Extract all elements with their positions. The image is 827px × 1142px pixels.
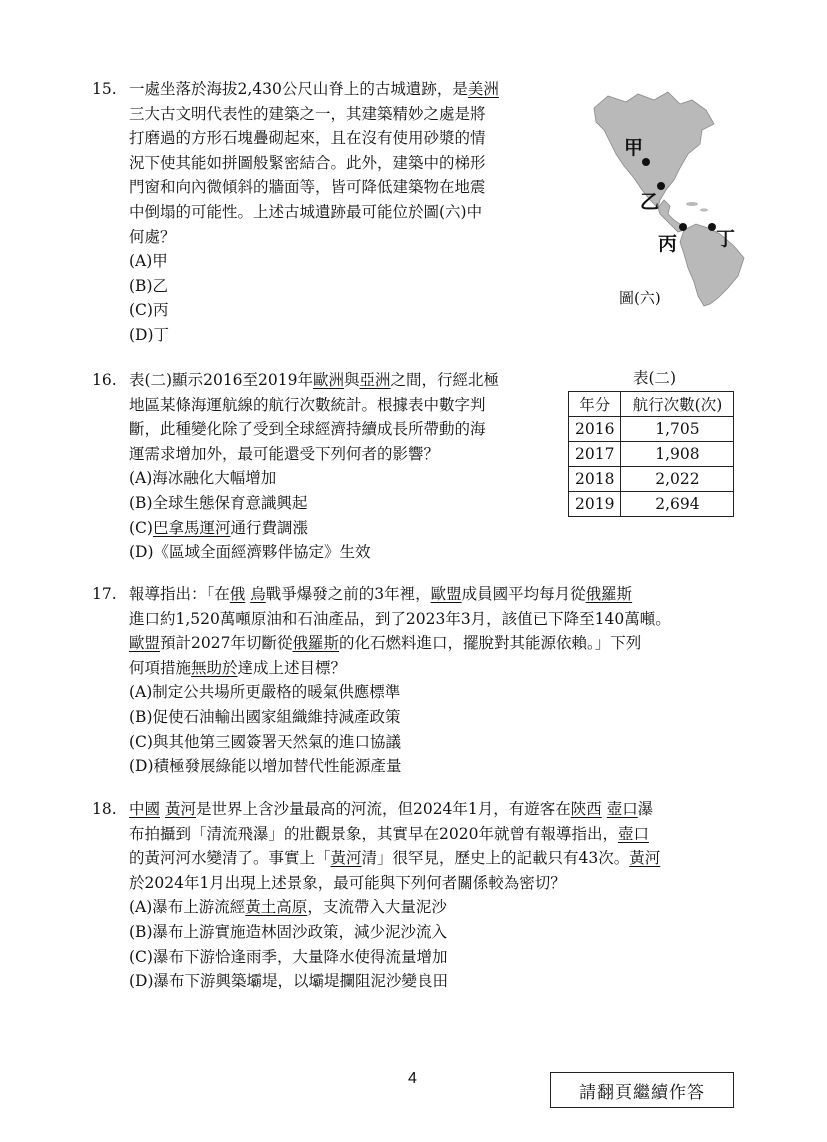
option-c: (C)丙 — [129, 301, 169, 320]
question-text-line: 中倒塌的可能性。上述古城遺跡最可能位於圖(六)中 — [129, 202, 483, 221]
location-ding-dot — [708, 223, 716, 231]
table-row — [569, 442, 734, 467]
table-row — [569, 492, 734, 517]
location-bing-dot — [679, 223, 687, 231]
option-b: (B)瀑布上游實施造林固沙政策，減少泥沙流入 — [129, 922, 447, 941]
table-header-cell: 航行次數(次) — [621, 392, 734, 417]
table-cell-count: 2,022 — [621, 467, 734, 492]
table-cell-year: 2018 — [569, 467, 621, 492]
option-a: (A)瀑布上游流經黃土高原，支流帶入大量泥沙 — [129, 898, 447, 917]
figure-caption: 圖(六) — [619, 289, 661, 307]
table-cell-year: 2017 — [569, 442, 621, 467]
page-number: 4 — [408, 1070, 417, 1087]
table-cell-count: 1,908 — [621, 442, 734, 467]
question-text-line: 於2024年1月出現上述景象，最可能與下列何者關係較為密切？ — [129, 873, 566, 892]
question-text-line: 打磨過的方形石塊疊砌起來，且在沒有使用砂漿的情 — [129, 129, 486, 148]
question-text-line: 中國 黃河是世界上含沙量最高的河流，但2024年1月，有遊客在陝西 壺口瀑 — [129, 800, 654, 818]
continue-next-page-box — [550, 1072, 734, 1108]
option-c: (C)巴拿馬運河通行費調漲 — [129, 518, 308, 537]
question-text-line: 三大古文明代表性的建築之一，其建築精妙之處是將 — [129, 104, 486, 123]
option-a: (A)甲 — [129, 252, 168, 271]
option-d: (D)《區域全面經濟夥伴協定》生效 — [129, 543, 371, 562]
label-yi: 乙 — [640, 191, 660, 213]
question-text-line: 表(二)顯示2016至2019年歐洲與亞洲之間，行經北極 — [129, 371, 500, 389]
question-16-body — [129, 368, 499, 565]
option-d: (D)瀑布下游興築壩堤，以壩堤攔阻泥沙變良田 — [129, 972, 449, 991]
table-title: 表(二) — [633, 369, 677, 387]
continue-next-page-text: 請翻頁繼續作答 — [579, 1082, 705, 1103]
question-text-line: 歐盟預計2027年切斷從俄羅斯的化石燃料進口，擺脫對其能源依賴。」下列 — [129, 634, 642, 653]
table-cell-count: 1,705 — [621, 417, 734, 442]
table-cell-count: 2,694 — [621, 492, 734, 517]
question-number: 15. — [92, 80, 117, 98]
option-a: (A)制定公共場所更嚴格的暖氣供應標準 — [129, 683, 401, 702]
table-row — [569, 467, 734, 492]
table-cell-year: 2016 — [569, 417, 621, 442]
option-c: (C)瀑布下游恰逢雨季，大量降水使得流量增加 — [129, 947, 448, 966]
option-b: (B)促使石油輸出國家組織維持減產政策 — [129, 707, 401, 726]
question-text-line: 的黃河河水變清了。事實上「黃河清」很罕見，歷史上的記載只有43次。黃河 — [129, 849, 661, 868]
question-18-body — [129, 797, 660, 994]
caribbean-island — [700, 208, 708, 211]
question-text-line: 進口約1,520萬噸原油和石油產品，到了2023年3月，該值已下降至140萬噸。 — [129, 609, 671, 628]
question-text-line: 運需求增加外，最可能還受下列何者的影響？ — [129, 444, 440, 463]
question-text-line: 何處？ — [129, 227, 176, 246]
option-b: (B)全球生態保育意識興起 — [129, 493, 308, 512]
question-text-line: 地區某條海運航線的航行次數統計。根據表中數字判 — [129, 395, 486, 414]
voyage-count-table — [568, 391, 734, 517]
label-bing: 丙 — [658, 233, 678, 255]
option-d: (D)積極發展綠能以增加替代性能源產量 — [129, 757, 402, 776]
label-ding: 丁 — [716, 228, 736, 250]
question-text-line: 何項措施無助於達成上述目標？ — [129, 658, 347, 677]
americas-map-figure — [588, 82, 748, 307]
location-jia-dot — [642, 158, 650, 166]
label-jia: 甲 — [624, 137, 644, 159]
option-d: (D)丁 — [129, 325, 170, 344]
question-text-line: 報導指出：「在俄 烏戰爭爆發之前的3年裡，歐盟成員國平均每月從俄羅斯 — [129, 585, 633, 603]
table-header-row — [569, 392, 734, 417]
option-a: (A)海冰融化大幅增加 — [129, 469, 277, 488]
table-row — [569, 417, 734, 442]
question-number: 17. — [92, 585, 117, 603]
question-text-line: 一處坐落於海拔2,430公尺山脊上的古城遺跡，是美洲 — [129, 80, 499, 98]
table-cell-year: 2019 — [569, 492, 621, 517]
question-number: 16. — [92, 371, 117, 389]
location-yi-dot — [657, 182, 665, 190]
question-text-line: 斷，此種變化除了受到全球經濟持續成長所帶動的海 — [129, 420, 486, 439]
option-b: (B)乙 — [129, 276, 168, 295]
caribbean-island — [686, 202, 698, 206]
table-header-cell: 年分 — [569, 392, 621, 417]
question-text-line: 布拍攝到「清流飛瀑」的壯觀景象，其實早在2020年就曾有報導指出，壺口 — [129, 824, 649, 843]
question-text-line: 門窗和向內微傾斜的牆面等，皆可降低建築物在地震 — [129, 178, 486, 197]
question-number: 18. — [92, 800, 117, 818]
question-text-line: 況下使其能如拼圖般緊密結合。此外，建築中的梯形 — [129, 153, 486, 172]
question-17-body — [129, 582, 671, 779]
option-c: (C)與其他第三國簽署天然氣的進口協議 — [129, 732, 401, 751]
question-15-body — [129, 77, 499, 348]
